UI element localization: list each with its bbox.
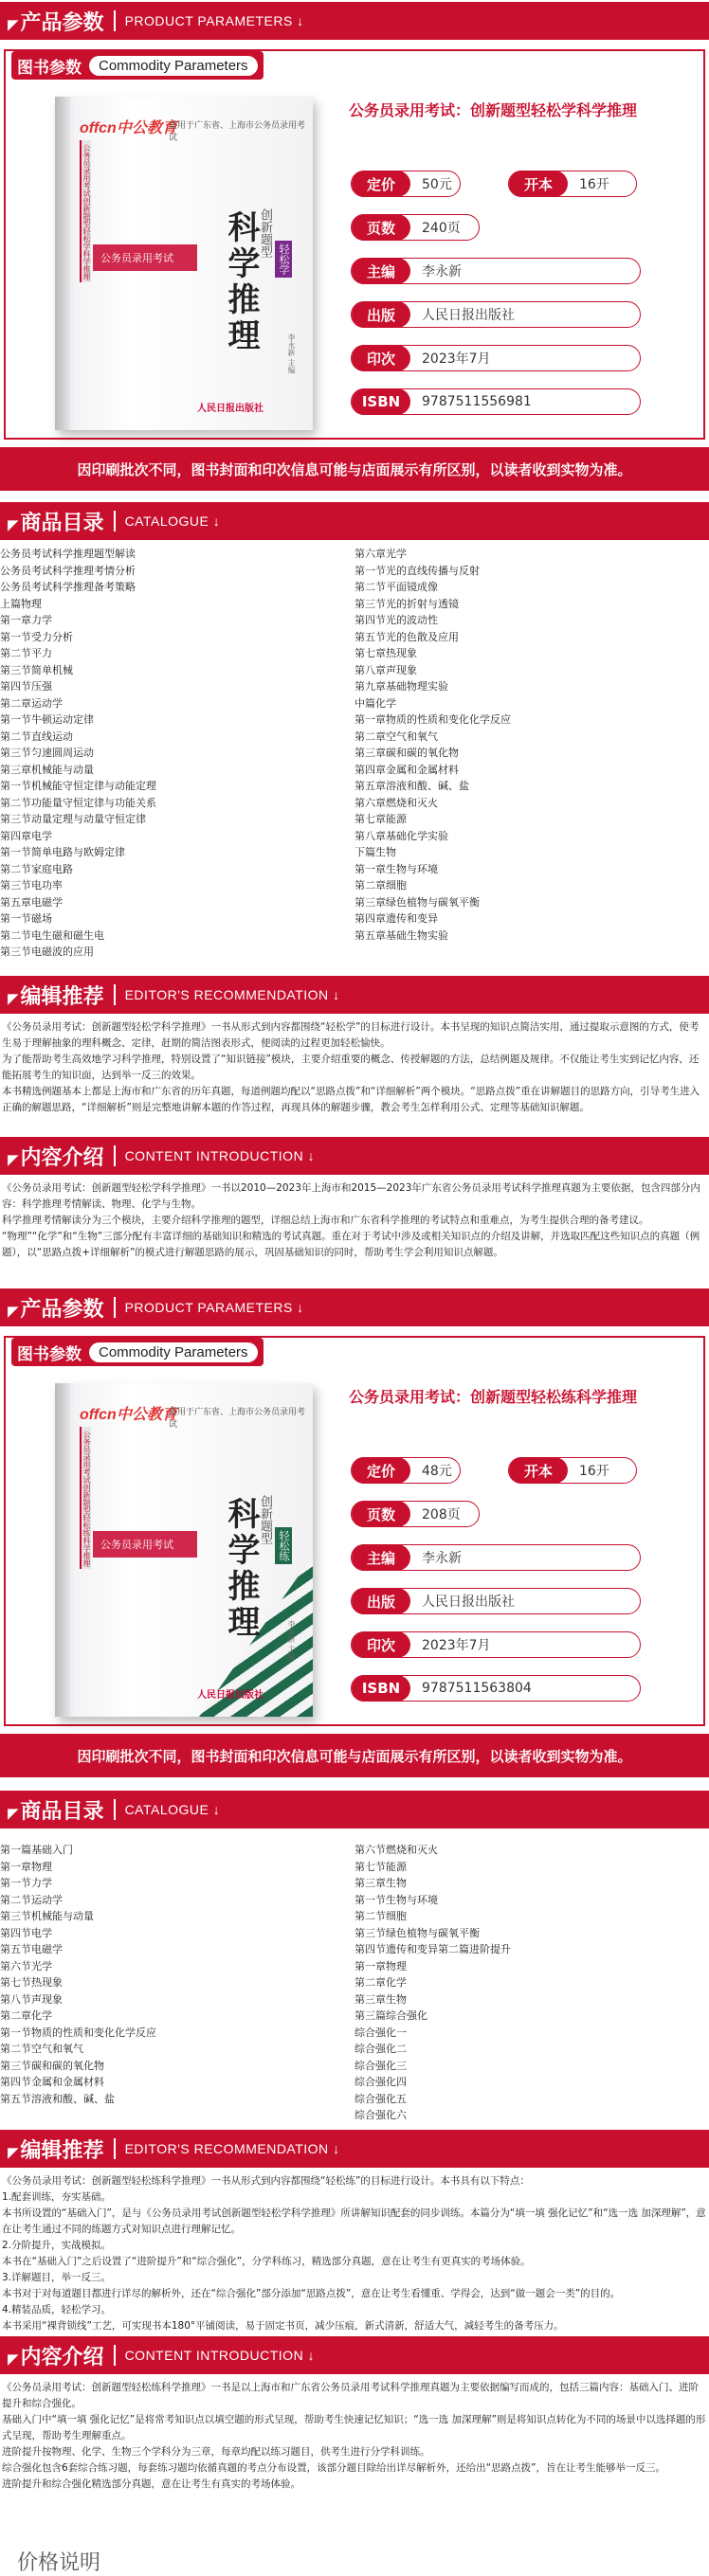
toc-right-column xyxy=(354,1842,511,2124)
toc-item: 第四节遗传和变异第二篇进阶提升 xyxy=(354,1943,511,1955)
toc-item: 综合强化五 xyxy=(354,2092,407,2105)
book-title: 公务员录用考试：创新题型轻松学科学推理 xyxy=(349,101,638,119)
section-subtitle: EDITOR'S RECOMMENDATION ↓ xyxy=(124,987,340,1002)
isbn-pill xyxy=(351,1675,641,1702)
toc-item: 第二章细胞 xyxy=(354,879,407,892)
toc-item: 第三节碳和碳的氧化物 xyxy=(0,2059,104,2072)
toc-item: 第三章生物 xyxy=(354,1992,407,2006)
section-subtitle: CATALOGUE ↓ xyxy=(124,1802,221,1817)
toc-item: 第八节声现象 xyxy=(0,1992,63,2006)
toc-item: 第一篇基础入门 xyxy=(0,1844,73,1856)
paragraph: 基础入门中“填一填 强化记忆”是将常考知识点以填空题的形式呈现，帮助考生快速记忆知识；“选一选 加深理解”则是将知识点转化为不同的场景中以选择题的形式呈现，帮助考生理解重点。 xyxy=(2,2414,706,2441)
section-title: ◤产品参数 xyxy=(8,1297,104,1322)
toc-item: 第七章能源 xyxy=(354,813,407,825)
arrow-down-icon: ↓ xyxy=(297,1300,304,1315)
toc-item: 第五章溶液和酸、碱、盐 xyxy=(354,780,469,792)
card-tag xyxy=(11,51,264,80)
toc-item: 第七节热现象 xyxy=(0,1976,63,1989)
card-tag-zh: 图书参数 xyxy=(17,58,82,78)
section-title: ◤商品目录 xyxy=(8,511,104,535)
cover-vertical-text: 公务员录用考试创新题型轻松学科学推理 xyxy=(82,144,91,280)
isbn-pill xyxy=(351,388,641,415)
print-row xyxy=(351,345,641,371)
pages-row xyxy=(351,214,480,241)
pages-row xyxy=(351,1501,480,1527)
triangle-icon: ◤ xyxy=(8,1804,19,1822)
pages-label: 页数 xyxy=(352,1501,410,1527)
format-pill xyxy=(508,1457,637,1484)
intro-text-2 xyxy=(0,2380,709,2541)
print-pill xyxy=(351,1631,641,1658)
price-row xyxy=(351,1457,461,1484)
toc-item: 下篇生物 xyxy=(354,846,396,858)
intro-text-1 xyxy=(0,1180,709,1285)
price-label: 定价 xyxy=(352,171,410,197)
section-title: ◤内容介绍 xyxy=(8,1145,104,1170)
print-label: 印次 xyxy=(352,1631,410,1658)
toc-item: 综合强化四 xyxy=(354,2076,407,2088)
publisher-pill xyxy=(351,301,641,328)
toc-item: 第四节光的波动性 xyxy=(354,614,438,626)
triangle-icon: ◤ xyxy=(8,515,19,533)
toc-item: 第二节平面镜成像 xyxy=(354,581,438,593)
publisher-value: 人民日报出版社 xyxy=(422,308,515,323)
arrow-down-icon: ↓ xyxy=(333,2141,340,2156)
arrow-down-icon: ↓ xyxy=(212,513,221,529)
toc-item: 第三节匀速圆周运动 xyxy=(0,747,94,759)
cover-exam-band: 公务员录用考试 xyxy=(93,1531,197,1558)
print-label: 印次 xyxy=(352,345,410,371)
section-bar-params xyxy=(0,1288,709,1326)
recommendation-text-1 xyxy=(0,1019,709,1133)
price-value: 48元 xyxy=(422,1464,452,1479)
toc-item: 第四章金属和金属材料 xyxy=(354,763,459,776)
toc-item: 第三章机械能与动量 xyxy=(0,763,94,776)
toc-left-column xyxy=(0,1842,156,2107)
toc-item: 第七节能源 xyxy=(354,1860,407,1873)
paragraph: 本书对于对每道题目都进行详尽的解析外，还在“综合强化”部分添加“思路点拨”，意在让考生看懂重、学得会，达到“做一题会一类”的目的。 xyxy=(2,2288,621,2299)
toc-item: 第一节简单电路与欧姆定律 xyxy=(0,846,125,858)
print-row xyxy=(351,1631,641,1658)
arrow-down-icon: ↓ xyxy=(307,1148,316,1163)
divider xyxy=(114,984,116,1005)
toc-item: 公务员考试科学推理考情分析 xyxy=(0,564,136,577)
toc-item: 第一章生物与环境 xyxy=(354,862,438,875)
toc-item: 第二章运动学 xyxy=(0,696,63,710)
toc-item: 综合强化二 xyxy=(354,2043,407,2055)
toc-item: 第六章燃烧和灭火 xyxy=(354,796,438,809)
card-tag-en: Commodity Parameters xyxy=(89,56,258,76)
toc-item: 综合强化一 xyxy=(354,2026,407,2039)
toc-item: 公务员考试科学推理题型解读 xyxy=(0,548,136,560)
toc-right-column xyxy=(354,546,511,944)
triangle-icon: ◤ xyxy=(8,2143,19,2161)
book-spine xyxy=(55,97,70,430)
print-notice: 因印刷批次不同，图书封面和印次信息可能与店面展示有所区别，以读者收到实物为准。 xyxy=(0,447,709,491)
toc-item: 第九章基础物理实验 xyxy=(354,680,448,693)
price-row xyxy=(351,171,461,197)
toc-item: 第五章基础生物实验 xyxy=(354,928,448,942)
price-pill xyxy=(351,171,461,197)
section-title: ◤编辑推荐 xyxy=(8,2138,104,2163)
editor-row xyxy=(351,258,641,284)
editor-row xyxy=(351,1544,641,1571)
toc-item: 第三节绿色植物与碳氧平衡 xyxy=(354,1926,480,1939)
editor-pill xyxy=(351,1544,641,1571)
toc-left-column xyxy=(0,546,156,961)
section-title: ◤产品参数 xyxy=(8,10,104,35)
toc-item: 第二节运动学 xyxy=(0,1893,63,1906)
section-bar-intro xyxy=(0,1137,709,1175)
paragraph: “物理”“化学”和“生物”三部分配有丰富详细的基础知识和精选的考试真题。重在对于考试中涉及或相关知识点的介绍及讲解，并选取匹配这些知识点的真题（例题），以“思路点拨+详细解析”的模式进行解题思路的展示，巩固基础知识的同时，帮助考生学会利用知识点解题。 xyxy=(2,1231,700,1258)
cover-header: 适用于广东省、上海市公务员录用考试 xyxy=(169,121,306,143)
paragraph: 本书采用“裸背锁线”工艺，可实现书本180°平铺阅读，易于固定书页，减少压痕，新式清新，舒适大气，减轻考生的备考压力。 xyxy=(2,2320,564,2332)
section-subtitle: CONTENT INTRODUCTION ↓ xyxy=(124,1148,316,1163)
toc-item: 第五节电磁学 xyxy=(0,1943,63,1955)
section-subtitle: CATALOGUE ↓ xyxy=(124,513,221,529)
format-label: 开本 xyxy=(509,1457,568,1484)
paragraph: 进阶提升按物理、化学、生物三个学科分为三章，每章均配以练习题目，供考生进行分学科训练。 xyxy=(2,2446,430,2458)
divider xyxy=(114,1145,116,1166)
toc-item: 第五节溶液和酸、碱、盐 xyxy=(0,2092,115,2105)
cover-exam-band: 公务员录用考试 xyxy=(93,244,197,271)
toc-item: 第二节直线运动 xyxy=(0,730,73,743)
price-pill xyxy=(351,1457,461,1484)
pages-pill xyxy=(351,214,480,241)
editor-pill xyxy=(351,258,641,284)
print-notice: 因印刷批次不同，图书封面和印次信息可能与店面展示有所区别，以读者收到实物为准。 xyxy=(0,1734,709,1777)
isbn-value: 9787511563804 xyxy=(422,1681,532,1696)
paragraph: 《公务员录用考试：创新题型轻松练科学推理》一书是以上海市和广东省公务员录用考试科学推理真题为主要依据编写而成的，包括三篇内容：基础入门、进阶提升和综合强化。 xyxy=(2,2382,699,2409)
toc-item: 第三节电功率 xyxy=(0,879,63,892)
toc-item: 第二节细胞 xyxy=(354,1910,407,1922)
book-spine xyxy=(55,1383,70,1717)
paragraph: 1.配套训练，夯实基础。 xyxy=(2,2191,112,2203)
toc-item: 第一节受力分析 xyxy=(0,630,73,643)
section-title: ◤商品目录 xyxy=(8,1799,104,1824)
section-subtitle: CONTENT INTRODUCTION ↓ xyxy=(124,2348,316,2363)
toc-item: 第五章电磁学 xyxy=(0,895,63,909)
print-value: 2023年7月 xyxy=(422,351,491,367)
triangle-icon: ◤ xyxy=(8,1302,19,1320)
isbn-label: ISBN xyxy=(352,388,410,415)
format-row xyxy=(508,1457,637,1484)
arrow-down-icon: ↓ xyxy=(212,1802,221,1817)
section-bar-intro xyxy=(0,2336,709,2374)
toc-item: 第二节平力 xyxy=(0,647,52,659)
toc-item: 第一节生物与环境 xyxy=(354,1893,438,1906)
toc-item: 公务员考试科学推理备考策略 xyxy=(0,581,136,593)
arrow-down-icon: ↓ xyxy=(297,13,304,28)
divider xyxy=(114,2345,116,2366)
toc-item: 第四节金属和金属材料 xyxy=(0,2076,104,2088)
toc-item: 上篇物理 xyxy=(0,597,42,610)
cover-mark: 轻松学 xyxy=(275,241,292,278)
triangle-icon: ◤ xyxy=(8,2350,19,2368)
divider xyxy=(114,2138,116,2159)
recommendation-text-2 xyxy=(0,2173,709,2334)
toc-item: 第二章化学 xyxy=(354,1976,407,1989)
toc-item: 综合强化六 xyxy=(354,2109,407,2121)
cover-mark: 轻松练 xyxy=(275,1527,292,1564)
paragraph: 《公务员录用考试：创新题型轻松学科学推理》一书从形式到内容都围绕“轻松学”的目标进行设计。本书呈现的知识点简洁实用，通过提取示意图的方式，使考生易于理解抽象的理科概念、定律，赶期的简洁图表形式，便阅读的过程更加轻松愉快。 xyxy=(2,1021,700,1049)
arrow-down-icon: ↓ xyxy=(307,2348,316,2363)
triangle-icon: ◤ xyxy=(8,15,19,33)
toc-item: 第二章化学 xyxy=(0,2009,52,2022)
toc-item: 第六节光学 xyxy=(0,1959,52,1973)
pages-label: 页数 xyxy=(352,214,410,241)
publisher-logo: offcn中公教育 xyxy=(80,1407,177,1423)
publisher-logo: offcn中公教育 xyxy=(80,120,177,136)
paragraph: 3.详解题目，举一反三。 xyxy=(2,2272,112,2283)
triangle-icon: ◤ xyxy=(8,989,19,1007)
toc-item: 第二节空气和氧气 xyxy=(0,2043,83,2055)
toc-item: 第六节燃烧和灭火 xyxy=(354,1844,438,1856)
isbn-label: ISBN xyxy=(352,1675,410,1702)
isbn-value: 9787511556981 xyxy=(422,394,532,409)
price-label: 定价 xyxy=(352,1457,410,1484)
toc-item: 第三节动量定理与动量守恒定律 xyxy=(0,813,146,825)
toc-item: 中篇化学 xyxy=(354,696,396,710)
toc-item: 第三节简单机械 xyxy=(0,663,73,676)
paragraph: 本书所设置的“基础入门”，是与《公务员录用考试创新题型轻松学科学推理》所讲解知识配套的同步训练。本篇分为“填一填 强化记忆”和“选一选 加深理解”，意在让考生通过不同的练题方式对知识点进行理解记忆。 xyxy=(2,2207,706,2235)
paragraph: 综合强化包含6套综合练习题，每套练习题均依循真题的考点分布设置，该部分题目除给出详尽解析外，还给出“思路点拨”，旨在让考生能够举一反三。 xyxy=(2,2462,666,2474)
format-value: 16开 xyxy=(579,177,609,192)
toc-item: 第四章电学 xyxy=(0,829,52,842)
publisher-row xyxy=(351,301,641,328)
triangle-icon: ◤ xyxy=(8,1150,19,1168)
toc-item: 第一节机械能守恒定律与动能定理 xyxy=(0,780,156,792)
publisher-value: 人民日报出版社 xyxy=(422,1594,515,1610)
publisher-label: 出版 xyxy=(352,301,410,328)
section-bar-recommendation xyxy=(0,2130,709,2168)
toc-item: 第八章基础化学实验 xyxy=(354,829,448,842)
toc-item: 第八章声现象 xyxy=(354,663,417,676)
format-value: 16开 xyxy=(579,1464,609,1479)
paragraph: 《公务员录用考试：创新题型轻松练科学推理》一书从形式到内容都围绕“轻松练”的目标进行设计。本书具有以下特点： xyxy=(2,2175,530,2187)
price-note-heading: 价格说明 xyxy=(17,2551,101,2575)
toc-item: 第三节机械能与动量 xyxy=(0,1910,94,1922)
divider xyxy=(114,1297,116,1318)
paragraph: 为了能帮助考生高效地学习科学推理，特别设置了“知识链接”模块，主要介绍重要的概念、传授解题的方法，总结例题及规律。不仅能让考生实到记忆内容，还能拓展考生的知识面，达到举一反三的效果。 xyxy=(2,1054,700,1081)
toc-item: 第一节磁场 xyxy=(0,912,52,925)
section-subtitle: PRODUCT PARAMETERS ↓ xyxy=(124,1300,304,1315)
publisher-label: 出版 xyxy=(352,1588,410,1614)
toc-item: 第二节电生磁和磁生电 xyxy=(0,928,104,942)
card-tag-en: Commodity Parameters xyxy=(89,1342,258,1362)
toc-item: 第一章物理 xyxy=(354,1959,407,1973)
toc-item: 第一节牛顿运动定律 xyxy=(0,713,94,726)
print-value: 2023年7月 xyxy=(422,1638,491,1653)
params-card-2 xyxy=(0,1330,709,1777)
paragraph: 本书精选例题基本上都是上海市和广东省的历年真题，每道例题均配以“思路点拨”和“详细解析”两个模块。“思路点拨”重在讲解题目的思路方向，引导考生进入正确的解题思路，“详细解析”则是完整地讲解本题的作答过程，再现具体的解题步骤，教会考生怎样利用公式、定理等基础知识解题。 xyxy=(2,1086,700,1113)
price-value: 50元 xyxy=(422,177,452,192)
paragraph: 4.精装品质，轻松学习。 xyxy=(2,2304,112,2315)
toc-item: 第二节功能量守恒定律与功能关系 xyxy=(0,796,156,809)
isbn-row xyxy=(351,388,641,415)
toc-1 xyxy=(0,546,709,970)
toc-item: 第二章空气和氧气 xyxy=(354,730,438,743)
cover-publisher: 人民日报出版社 xyxy=(197,404,264,414)
pages-value: 208页 xyxy=(422,1507,461,1522)
toc-item: 第一章力学 xyxy=(0,614,52,626)
divider xyxy=(114,10,116,31)
section-subtitle: PRODUCT PARAMETERS ↓ xyxy=(124,13,304,28)
arrow-down-icon: ↓ xyxy=(333,987,340,1002)
toc-item: 第二节家庭电路 xyxy=(0,862,73,875)
cover-vertical-text: 公务员录用考试创新题型轻松练科学推理 xyxy=(82,1431,91,1567)
format-label: 开本 xyxy=(509,171,568,197)
paragraph: 2.分阶提升，实战模拟。 xyxy=(2,2240,112,2251)
pages-value: 240页 xyxy=(422,221,461,236)
toc-item: 第四节压强 xyxy=(0,680,52,693)
toc-item: 第三章生物 xyxy=(354,1877,407,1889)
cover-publisher: 人民日报出版社 xyxy=(197,1690,264,1701)
toc-item: 第一章物质的性质和变化化学反应 xyxy=(354,713,511,726)
section-title: ◤内容介绍 xyxy=(8,2345,104,2369)
section-subtitle: EDITOR'S RECOMMENDATION ↓ xyxy=(124,2141,340,2156)
editor-value: 李永新 xyxy=(422,264,462,279)
editor-label: 主编 xyxy=(352,1544,410,1571)
book-cover-2 xyxy=(55,1383,313,1717)
editor-label: 主编 xyxy=(352,258,410,284)
isbn-row xyxy=(351,1675,641,1702)
paragraph: 科学推理考情解读分为三个模块，主要介绍科学推理的题型，详细总结上海市和广东省科学推理的考试特点和重难点，为考生提供合理的备考建议。 xyxy=(2,1215,649,1226)
cover-title: 科学推理 xyxy=(222,210,260,354)
toc-item: 第一节力学 xyxy=(0,1877,52,1889)
publisher-pill xyxy=(351,1588,641,1614)
paragraph: 本书在“基础入门”之后设置了“进阶提升”和“综合强化”，分学科练习，精选部分真题，意在让考生有更真实的考场体验。 xyxy=(2,2256,531,2267)
paragraph: 进阶提升和综合强化精选部分真题，意在让考生有真实的考场体验。 xyxy=(2,2478,300,2490)
book-cover-1 xyxy=(55,97,313,430)
toc-item: 第五节光的色散及应用 xyxy=(354,630,459,643)
toc-2 xyxy=(0,1842,709,2126)
paragraph: 《公务员录用考试：创新题型轻松学科学推理》一书以2010—2023年上海市和2015—2023年广东省公务员录用考试科学推理真题为主要依据，包含四部分内容：科学推理考情解读、物理、化学与生物。 xyxy=(2,1182,700,1210)
print-pill xyxy=(351,345,641,371)
divider xyxy=(114,511,116,531)
toc-item: 第三节电磁波的应用 xyxy=(0,946,94,958)
cover-author: 李永新 主编 xyxy=(287,1620,296,1661)
toc-item: 第一节物质的性质和变化化学反应 xyxy=(0,2026,156,2039)
toc-item: 第四节电学 xyxy=(0,1926,52,1939)
cover-title: 科学推理 xyxy=(222,1497,260,1641)
format-pill xyxy=(508,171,637,197)
toc-item: 第三节光的折射与透镜 xyxy=(354,597,459,610)
editor-value: 李永新 xyxy=(422,1551,462,1566)
section-bar-recommendation xyxy=(0,976,709,1014)
divider xyxy=(114,1799,116,1820)
section-bar-toc xyxy=(0,502,709,540)
card-tag-zh: 图书参数 xyxy=(17,1344,82,1364)
toc-item: 第三章绿色植物与碳氧平衡 xyxy=(354,895,480,909)
section-title: ◤编辑推荐 xyxy=(8,984,104,1009)
format-row xyxy=(508,171,637,197)
toc-item: 第四章遗传和变异 xyxy=(354,912,438,925)
toc-item: 第六章光学 xyxy=(354,548,407,560)
card-tag xyxy=(11,1338,264,1366)
cover-author: 李永新 主编 xyxy=(287,333,296,374)
toc-item: 第三篇综合强化 xyxy=(354,2009,427,2022)
pages-pill xyxy=(351,1501,480,1527)
cover-header: 适用于广东省、上海市公务员录用考试 xyxy=(169,1408,306,1430)
toc-item: 第一节光的直线传播与反射 xyxy=(354,564,480,577)
toc-item: 第一章物理 xyxy=(0,1860,52,1873)
section-bar-params xyxy=(0,2,709,40)
cover-side-title: 创新题型 xyxy=(258,208,272,258)
params-card-1 xyxy=(0,44,709,491)
publisher-row xyxy=(351,1588,641,1614)
cover-side-title: 创新题型 xyxy=(258,1495,272,1544)
section-bar-toc xyxy=(0,1791,709,1828)
book-title: 公务员录用考试：创新题型轻松练科学推理 xyxy=(349,1388,638,1406)
toc-item: 第七章热现象 xyxy=(354,647,417,659)
toc-item: 第三章碳和碳的氧化物 xyxy=(354,747,459,759)
toc-item: 综合强化三 xyxy=(354,2059,407,2072)
